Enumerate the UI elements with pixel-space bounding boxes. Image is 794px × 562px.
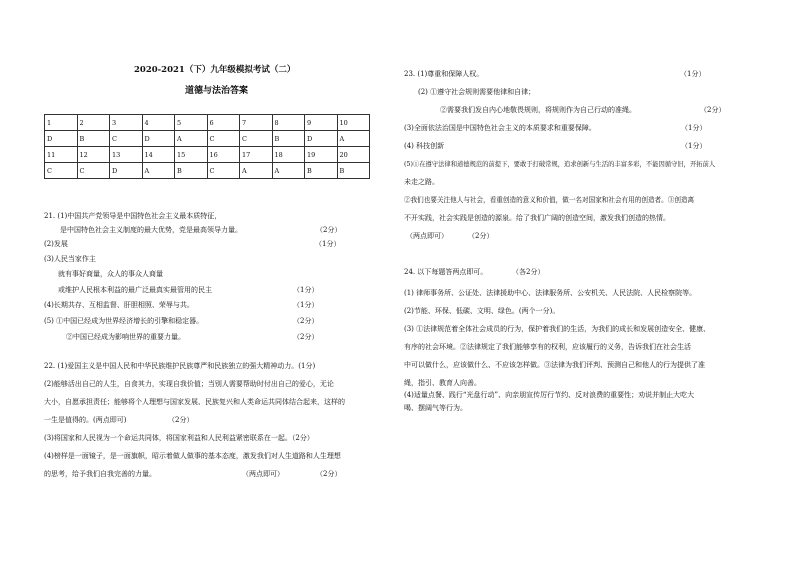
table-cell: C [45, 163, 78, 179]
q24-3a: (3) ①法律规范着全体社会成员的行为，保护着我们的生活，为我们的成长和发展创造安全、健康、 [404, 325, 711, 333]
table-cell: 17 [240, 147, 273, 163]
q22-2-score: （2分） [168, 416, 194, 424]
table-row [45, 131, 370, 147]
table-cell: D [45, 131, 78, 147]
q23-2b-score: （2分） [700, 106, 726, 114]
table-cell: 18 [272, 147, 305, 163]
table-cell: C [207, 131, 240, 147]
q21-3: (3)人民当家作主 [44, 255, 96, 263]
q21-2: (2)发展 [44, 240, 68, 248]
q24-4b: 喝、摆阔气等行为。 [404, 404, 467, 412]
table-cell: 7 [240, 115, 273, 131]
q23-4-score: （1分） [681, 142, 707, 150]
q23-5-note: （两点即可） [406, 232, 448, 240]
subject-title: 道德与法治答案 [185, 86, 249, 96]
q21-3b-score: （1分） [293, 286, 319, 294]
table-row [45, 115, 370, 131]
q24-2: (2)节能、环保、低碳、文明、绿色。(两个一分)。 [404, 307, 560, 315]
table-cell: B [272, 131, 305, 147]
table-cell: B [337, 163, 370, 179]
q22-4-note: （两点即可） [242, 470, 284, 478]
table-cell: 11 [45, 147, 78, 163]
q23-5a: (5)①在遵守法律和道德规范的前提下，要敢于打破常规，追求创新与生活的丰富多彩，不能因循守旧，开拓前人 [404, 161, 716, 168]
table-cell: B [175, 163, 208, 179]
q22-3: (3)将国家和人民视为一个命运共同体，将国家利益和人民利益紧密联系在一起。（2分） [44, 434, 314, 442]
exam-title: 2020-2021（下）九年级模拟考试（二） [134, 65, 296, 75]
table-cell: 3 [110, 115, 143, 131]
q22-2a: (2)能够活出自己的人生，自食其力，实现自我价值；当别人需要帮助时付出自己的爱心，无论 [44, 380, 334, 388]
q22-4a: (4)榜样是一面镜子，是一面旗帜，昭示着做人做事的基本态度，激发我们对人生道路和人生理想 [44, 452, 341, 460]
q24-title-score: （各2分） [512, 268, 545, 276]
q21-5: (5) ①中国已经成为世界经济增长的引擎和稳定器。 [44, 317, 204, 325]
q22-4-score: （2分） [316, 470, 342, 478]
table-cell: C [110, 131, 143, 147]
table-cell: C [77, 163, 110, 179]
q22-2b: 大小，自愿承担责任；能够将个人理想与国家发展、民族复兴和人类命运共同体结合起来，这样的 [44, 398, 345, 406]
q21-4-score: （1分） [293, 301, 319, 309]
q21-3a: 就有事好商量，众人的事众人商量 [58, 270, 163, 278]
q23-5d: 不开实践，社会实践是创造的源泉。给了我们广阔的创造空间，激发我们创造的热情。 [404, 214, 670, 222]
q21-1: 21. (1)中国共产党领导是中国特色社会主义最本质特征， [44, 212, 222, 220]
q24-3b: 有序的社会环境。②法律规定了我们能够享有的权利，应该履行的义务，告诉我们在社会生活 [404, 343, 691, 351]
table-cell: B [77, 131, 110, 147]
table-cell: 8 [272, 115, 305, 131]
q24-4a: (4)适量点餐、践行“光盘行动”、向亲朋宣传厉行节约、反对浪费的重要性；劝说并制止大吃大 [404, 391, 695, 399]
table-cell: 19 [305, 147, 338, 163]
table-cell: 14 [142, 147, 175, 163]
table-cell: A [175, 131, 208, 147]
table-cell: 10 [337, 115, 370, 131]
q24-title: 24. 以下每题答两点即可。 [404, 268, 488, 276]
q23-1: 23. (1)尊重和保障人权。 [404, 70, 484, 78]
q21-3b: 或维护人民根本利益的最广泛最真实最管用的民主 [58, 286, 212, 294]
table-cell: A [142, 163, 175, 179]
table-cell: B [305, 163, 338, 179]
q22-2c: 一生是值得的。(两点即可) [44, 416, 127, 424]
q23-5c: ②我们也要关注他人与社会，看重创造的意义和价值，做一名对国家和社会有用的创造者。③创造离 [404, 196, 695, 204]
table-cell: 9 [305, 115, 338, 131]
table-cell: D [142, 131, 175, 147]
table-cell: A [272, 163, 305, 179]
q23-2b: ②需要我们发自内心地敬畏规则，将规则作为自己行动的准绳。 [440, 106, 636, 114]
table-cell: 20 [337, 147, 370, 163]
table-row [45, 147, 370, 163]
table-cell: 4 [142, 115, 175, 131]
answer-table [44, 114, 370, 179]
table-cell: 5 [175, 115, 208, 131]
q23-1-score: （1分） [680, 70, 706, 78]
table-cell: A [240, 163, 273, 179]
q21-1b: 是中国特色社会主义制度的最大优势，党是最高领导力量。 [60, 226, 242, 234]
q23-5b: 未走之路。 [404, 178, 439, 186]
table-cell: 12 [77, 147, 110, 163]
table-cell: 13 [110, 147, 143, 163]
table-row [45, 163, 370, 179]
q23-2a: (2) ①遵守社会规则需要他律和自律； [418, 88, 536, 96]
q21-1b-score: （2分） [316, 226, 342, 234]
q23-3-score: （1分） [681, 124, 707, 132]
table-cell: 6 [207, 115, 240, 131]
q23-3: (3)全面依法治国是中国特色社会主义的本质要求和重要保障。 [404, 124, 596, 132]
table-cell: D [110, 163, 143, 179]
q22-4b: 的思考，给予我们自我完善的力量。 [44, 470, 156, 478]
q24-3c: 中可以做什么，应该做什么、不应该怎样做。③法律为我们评判、预测自己和他人的行为提供了准 [404, 361, 705, 369]
q24-1: (1) 律师事务所、公证处、法律援助中心、法律服务所、公安机关、人民法院、人民检察院等。 [404, 289, 697, 297]
table-cell: 15 [175, 147, 208, 163]
q23-5-score: （2分） [468, 232, 494, 240]
table-cell: D [305, 131, 338, 147]
table-cell: 2 [77, 115, 110, 131]
q21-5b: ②中国已经成为影响世界的重要力量。 [66, 333, 185, 341]
q21-2-score: （1分） [315, 240, 341, 248]
q21-5b-score: （2分） [293, 333, 319, 341]
q23-4: (4) 科技创新 [404, 142, 445, 150]
q21-5-score: （2分） [293, 317, 319, 325]
table-cell: 1 [45, 115, 78, 131]
table-cell: A [337, 131, 370, 147]
q24-3d: 绳，指引、教育人向善。 [404, 379, 481, 387]
table-cell: C [207, 163, 240, 179]
q21-4: (4)长期共存、互相监督、肝胆相照、荣辱与共。 [44, 301, 194, 309]
q22-1: 22. (1)爱国主义是中国人民和中华民族维护民族尊严和民族独立的强大精神动力。(1分) [44, 362, 316, 370]
table-cell: 16 [207, 147, 240, 163]
table-cell: C [240, 131, 273, 147]
